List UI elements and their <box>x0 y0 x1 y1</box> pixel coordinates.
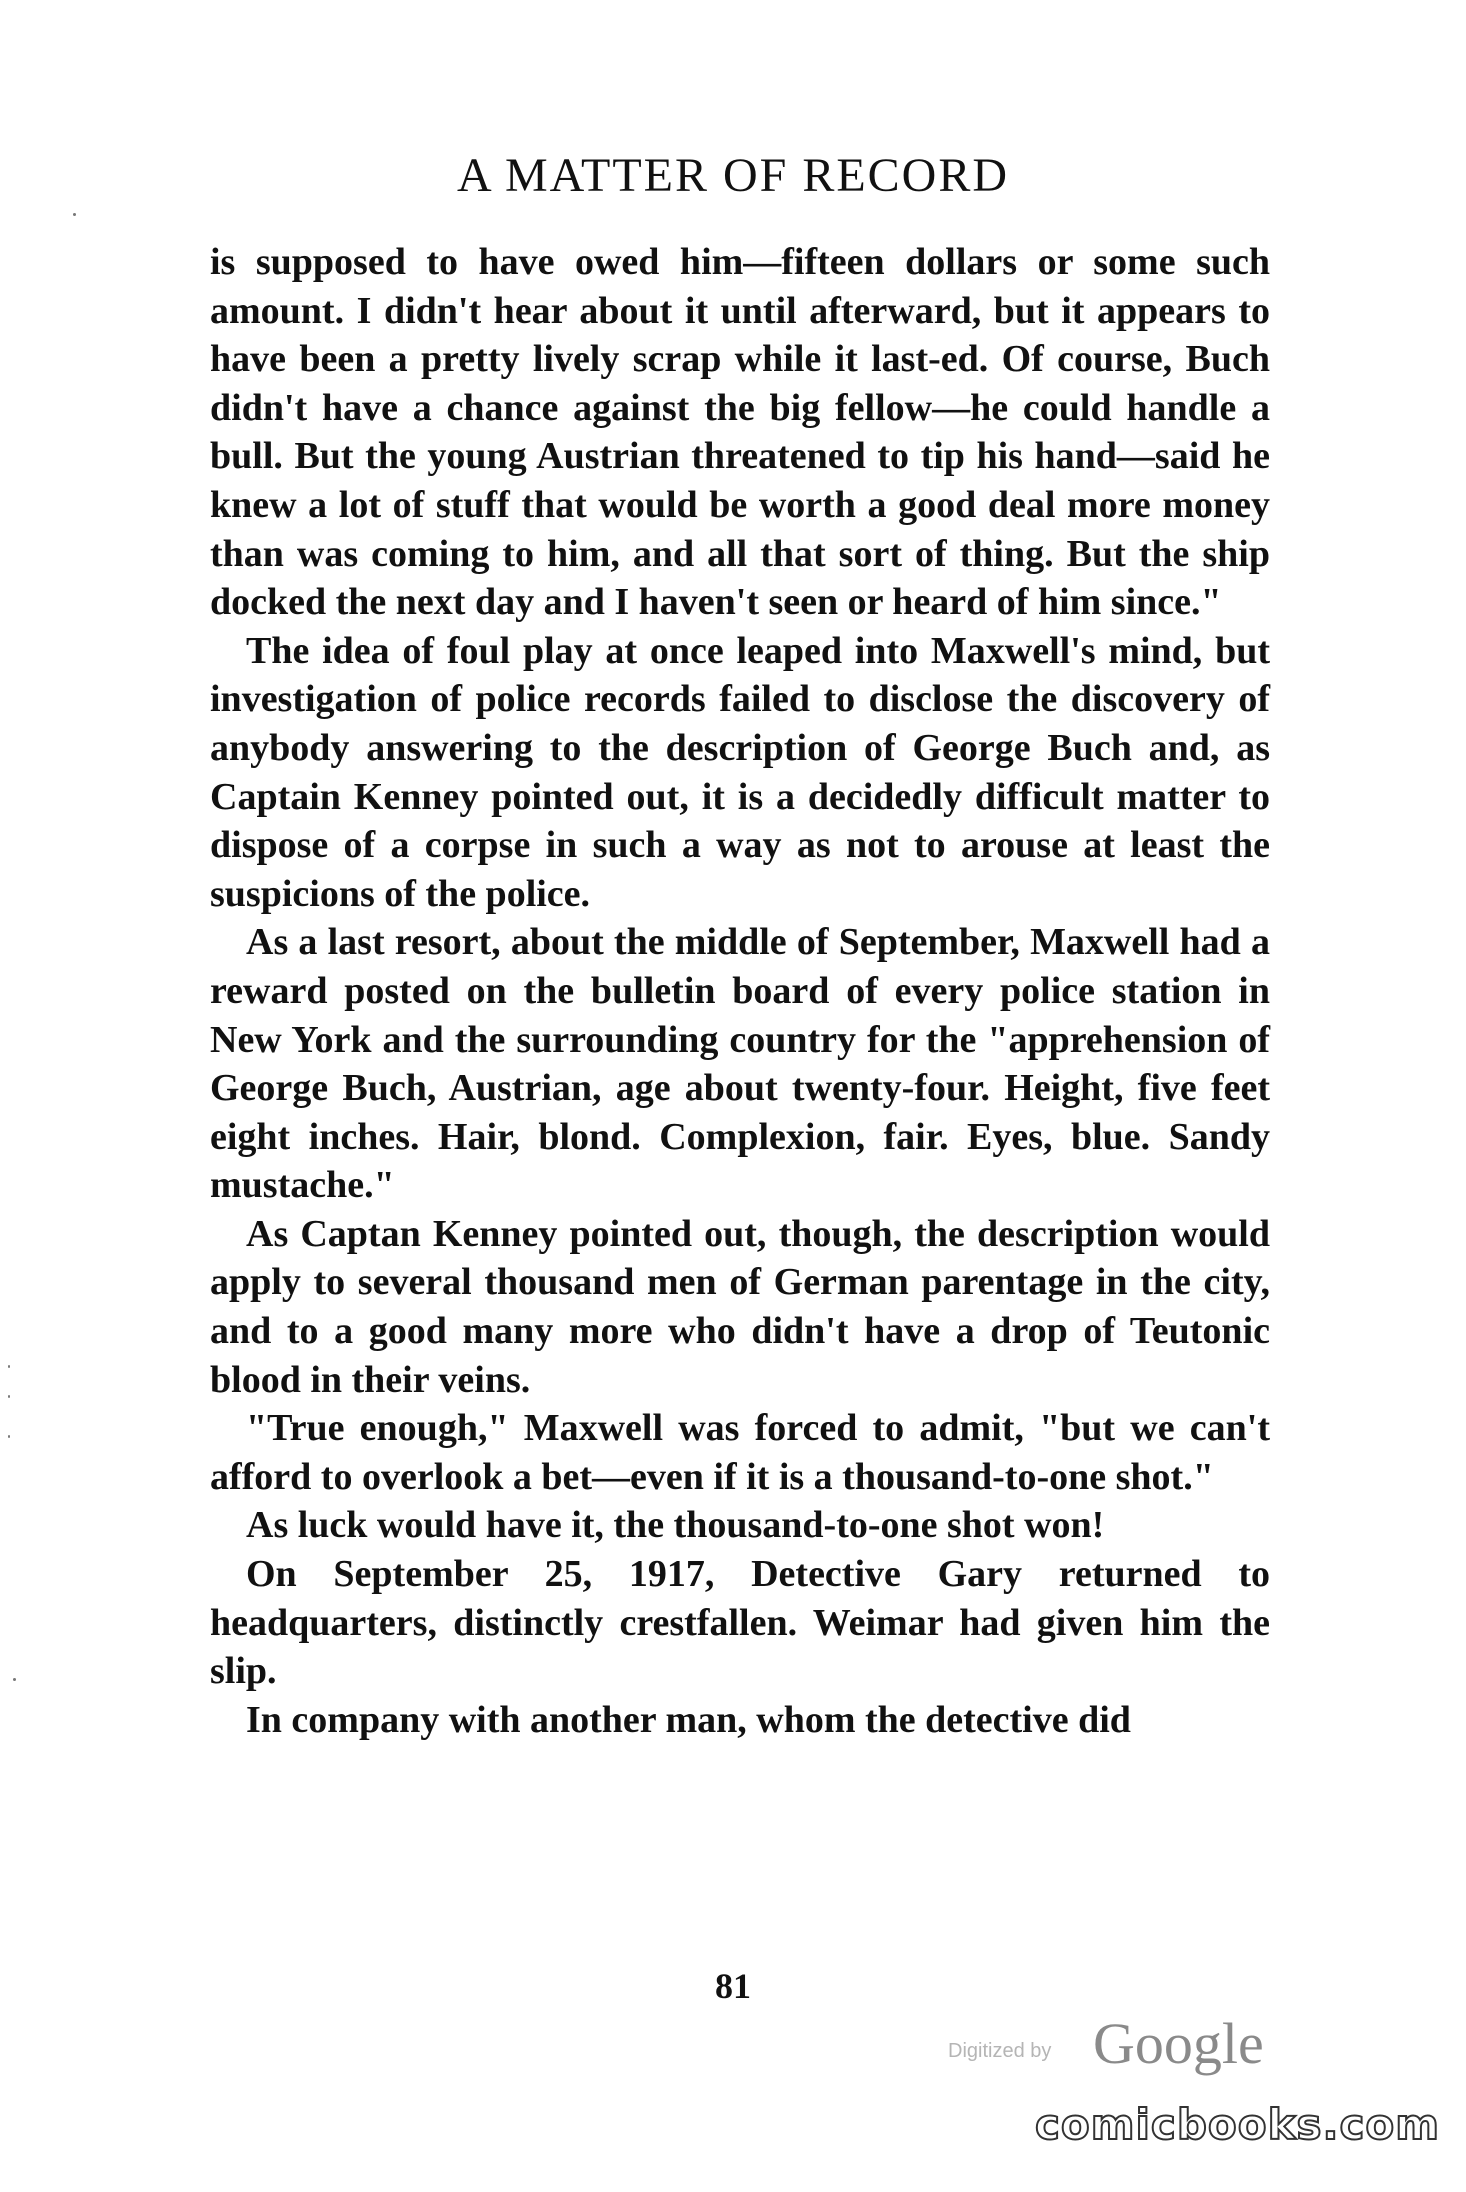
paragraph-continuation: is supposed to have owed him—fifteen dollars or some such amount. I didn't hear about it until afterward, but it appears to have been a pretty lively scrap while it last-ed. Of course, Buch didn't have a chance against the big fellow—he could handle a bull. But the young Austrian threatened to tip his hand—said he knew a lot of stuff that would be worth a good deal more money than was coming to him, and all that sort of thing. But the ship docked the next day and I haven't seen or heard of him since." <box>210 241 1270 624</box>
google-logo: Google <box>1093 2011 1264 2076</box>
scan-speck <box>8 1365 10 1368</box>
scan-speck <box>8 1395 10 1398</box>
scan-speck <box>73 213 76 216</box>
body-text <box>210 238 1270 1744</box>
paragraph: As a last resort, about the middle of September, Maxwell had a reward posted on the bulletin board of every police station in New York and the surrounding country for the "apprehension of George Buch, Austrian, age about twenty-four. Height, five feet eight inches. Hair, blond. Complexion, fair. Eyes, blue. Sandy mustache." <box>210 921 1270 1207</box>
paragraph: The idea of foul play at once leaped into Maxwell's mind, but investigation of police records failed to disclose the discovery of anybody answering to the description of George Buch and, as Captain Kenney pointed out, it is a decidedly difficult matter to dispose of a corpse in such a way as not to arouse at least the suspicions of the police. <box>210 629 1270 915</box>
google-digitized-watermark <box>948 2010 1278 2080</box>
digitized-label: Digitized by <box>948 2040 1052 2062</box>
paragraph: "True enough," Maxwell was forced to admit, "but we can't afford to overlook a bet—even if it is a thousand-to-one shot." <box>210 1407 1270 1498</box>
scan-speck <box>8 1435 10 1438</box>
page-header: A MATTER OF RECORD <box>456 149 1010 202</box>
paragraph: As luck would have it, the thousand-to-one shot won! <box>246 1504 1105 1547</box>
paragraph: As Captan Kenney pointed out, though, the description would apply to several thousand men of German parentage in the city, and to a good many more who didn't have a drop of Teutonic blood in their veins. <box>210 1212 1270 1401</box>
paragraph: In company with another man, whom the detective did <box>246 1698 1131 1741</box>
scan-speck <box>13 1678 16 1681</box>
page-number: 81 <box>715 1966 751 2006</box>
site-watermark: comicbooks.com <box>1035 2100 1440 2149</box>
paragraph: On September 25, 1917, Detective Gary returned to headquarters, distinctly crestfallen. Weimar had given him the slip. <box>210 1553 1270 1693</box>
